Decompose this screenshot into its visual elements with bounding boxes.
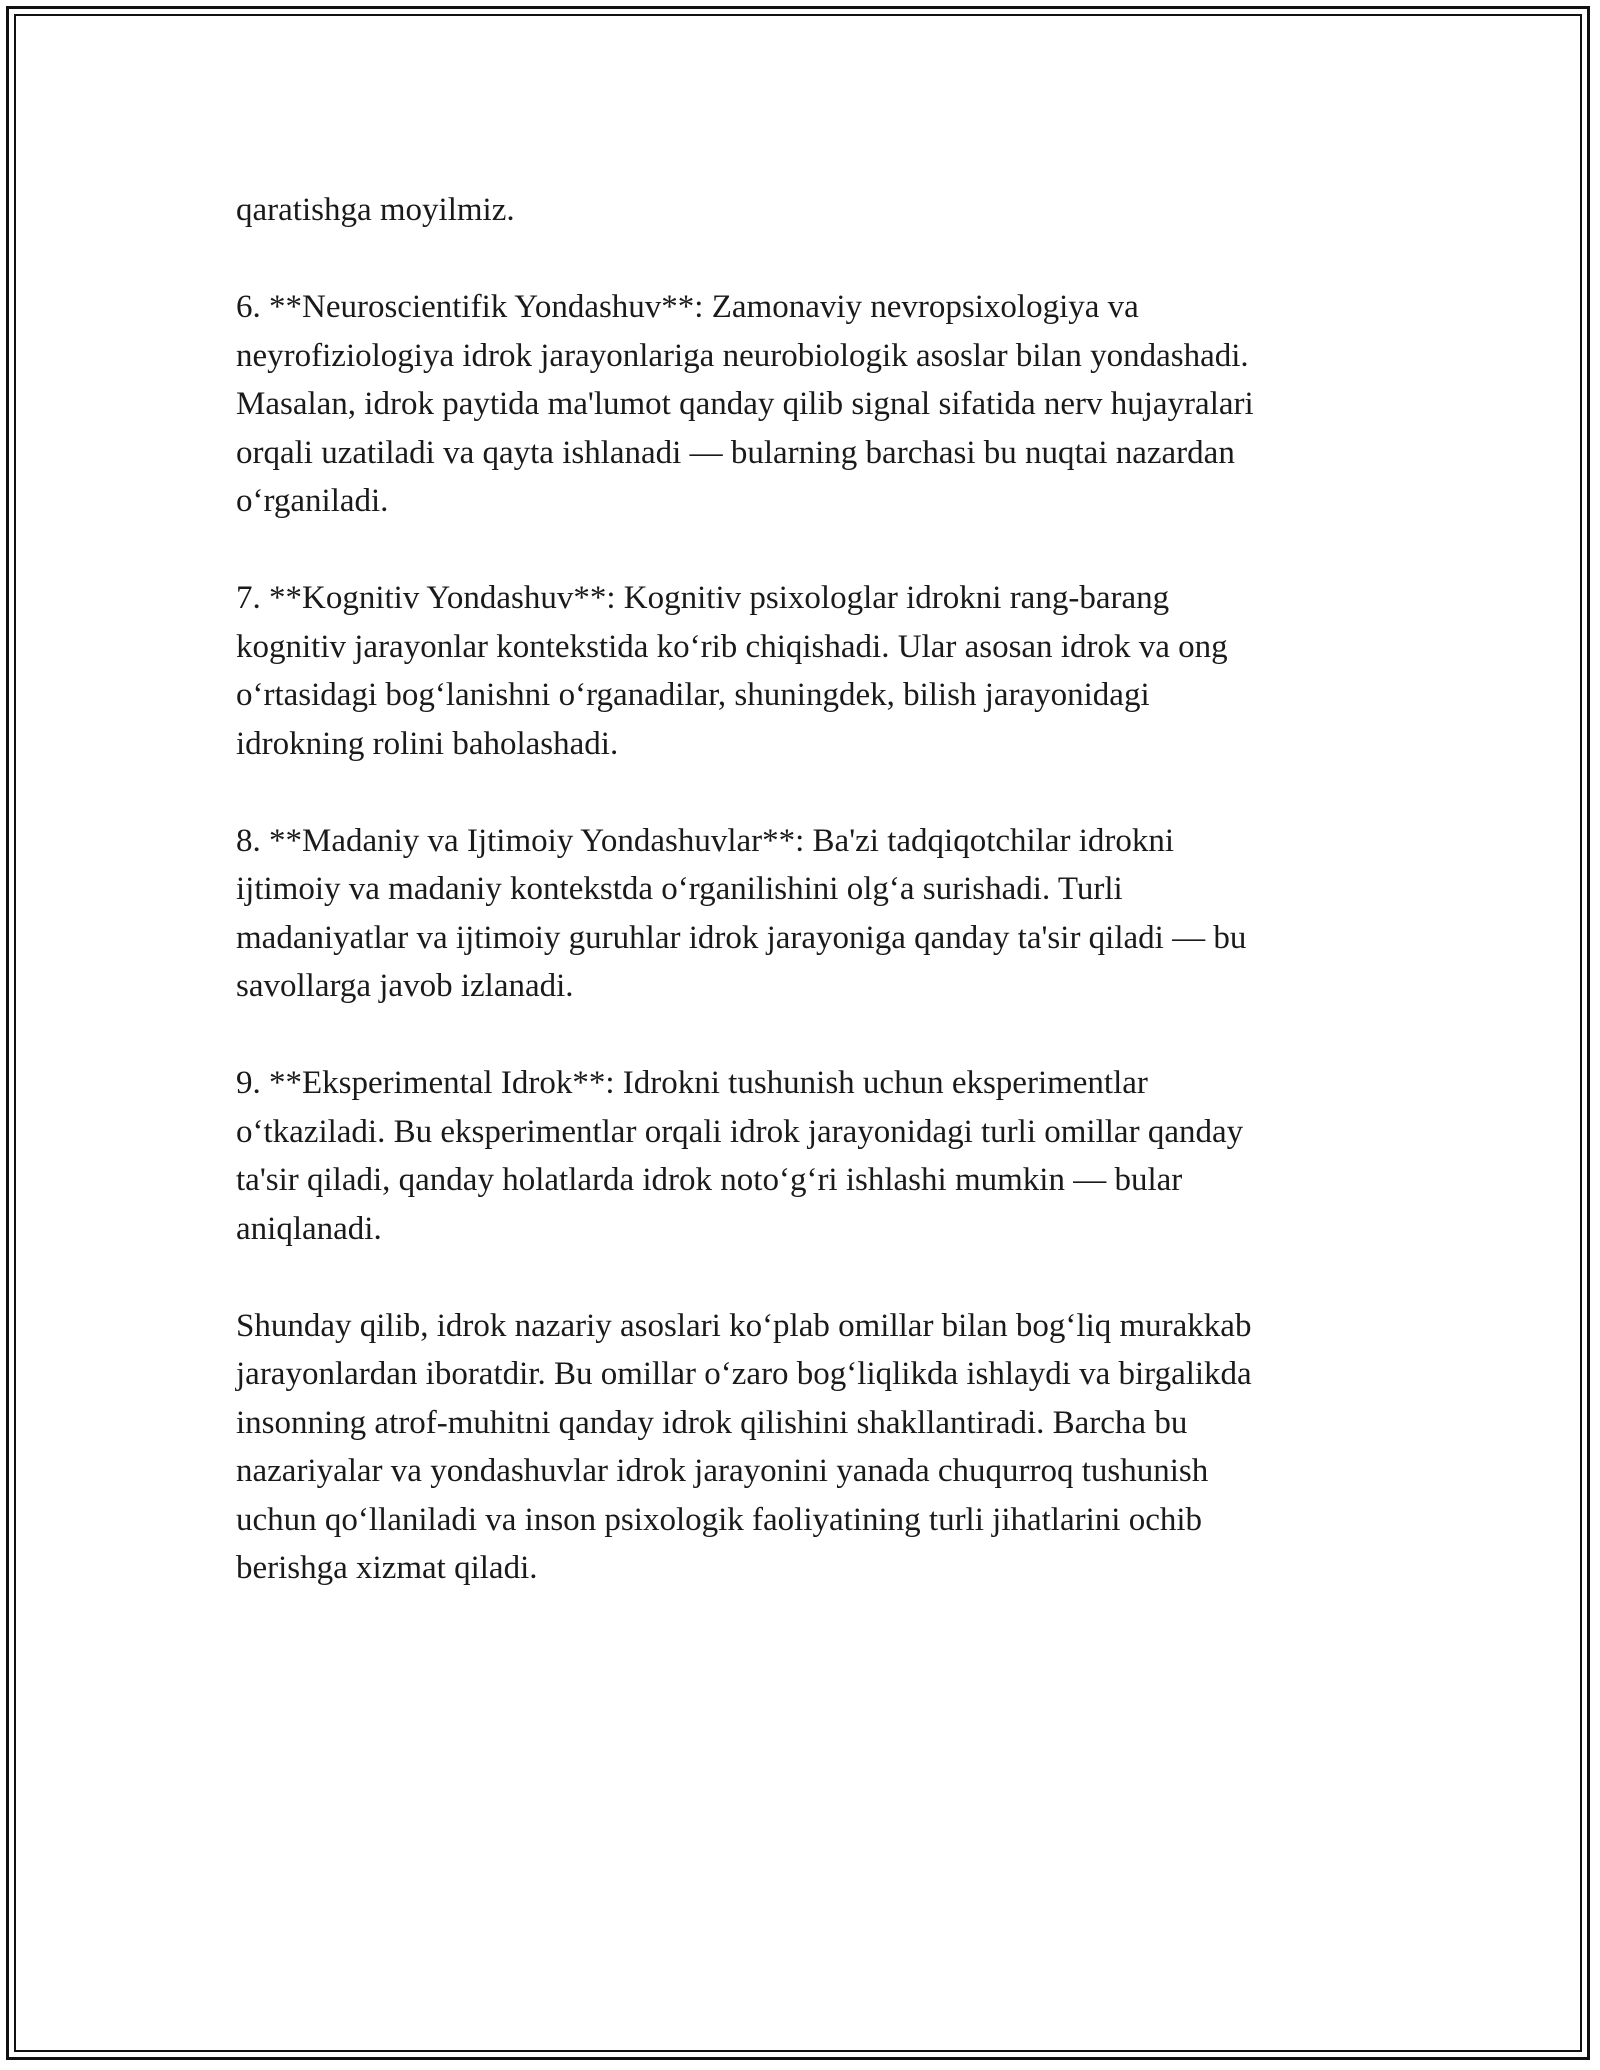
paragraph-conclusion	[236, 1302, 1376, 1593]
text-line: 9. **Eksperimental Idrok**: Idrokni tushunish uchun eksperimentlar	[236, 1065, 1148, 1101]
text-line: ta'sir qiladi, qanday holatlarda idrok noto‘g‘ri ishlashi mumkin — bular	[236, 1162, 1183, 1198]
text-line: o‘tkaziladi. Bu eksperimentlar orqali idrok jarayonidagi turli omillar qanday	[236, 1113, 1244, 1150]
text-line: ijtimoiy va madaniy kontekstda o‘rganilishini olg‘a surishadi. Turli	[236, 871, 1123, 907]
text-line: aniqlanadi.	[236, 1210, 382, 1247]
text-line: uchun qo‘llaniladi va inson psixologik faoliyatining turli jihatlarini ochib	[236, 1501, 1203, 1538]
text-line: nazariyalar va yondashuvlar idrok jarayonini yanada chuqurroq tushunish	[236, 1453, 1209, 1489]
text-line: jarayonlardan iboratdir. Bu omillar o‘zaro bog‘liqlikda ishlaydi va birgalikda	[236, 1356, 1252, 1392]
text-line: 6. **Neuroscientifik Yondashuv**: Zamonaviy nevropsixologiya va	[236, 289, 1139, 325]
paragraph-item-9	[236, 1059, 1376, 1253]
text-line: Masalan, idrok paytida ma'lumot qanday qilib signal sifatida nerv hujayralari	[236, 386, 1254, 422]
text-line: idrokning rolini baholashadi.	[236, 725, 619, 762]
document-body	[236, 186, 1376, 1641]
paragraph-continuation	[236, 186, 1376, 235]
text-line: madaniyatlar va ijtimoiy guruhlar idrok jarayoniga qanday ta'sir qiladi — bu	[236, 919, 1247, 956]
text-line: qaratishga moyilmiz.	[236, 192, 515, 228]
text-line: o‘rtasidagi bog‘lanishni o‘rganadilar, shuningdek, bilish jarayonidagi	[236, 677, 1150, 713]
text-line: savollarga javob izlanadi.	[236, 968, 574, 1004]
text-line: 7. **Kognitiv Yondashuv**: Kognitiv psixologlar idrokni rang-barang	[236, 580, 1170, 616]
text-line: Shunday qilib, idrok nazariy asoslari ko‘plab omillar bilan bog‘liq murakkab	[236, 1307, 1252, 1344]
text-line: kognitiv jarayonlar kontekstida ko‘rib chiqishadi. Ular asosan idrok va ong	[236, 628, 1228, 665]
text-line: insonning atrof-muhitni qanday idrok qilishini shakllantiradi. Barcha bu	[236, 1404, 1188, 1441]
text-line: neyrofiziologiya idrok jarayonlariga neurobiologik asoslar bilan yondashadi.	[236, 337, 1249, 374]
paragraph-item-7	[236, 574, 1376, 768]
paragraph-item-6	[236, 283, 1376, 526]
text-line: 8. **Madaniy va Ijtimoiy Yondashuvlar**: Ba'zi tadqiqotchilar idrokni	[236, 822, 1175, 859]
text-line: berishga xizmat qiladi.	[236, 1550, 538, 1586]
text-line: orqali uzatiladi va qayta ishlanadi — bularning barchasi bu nuqtai nazardan	[236, 434, 1235, 471]
text-line: o‘rganiladi.	[236, 483, 389, 519]
paragraph-item-8	[236, 817, 1376, 1011]
